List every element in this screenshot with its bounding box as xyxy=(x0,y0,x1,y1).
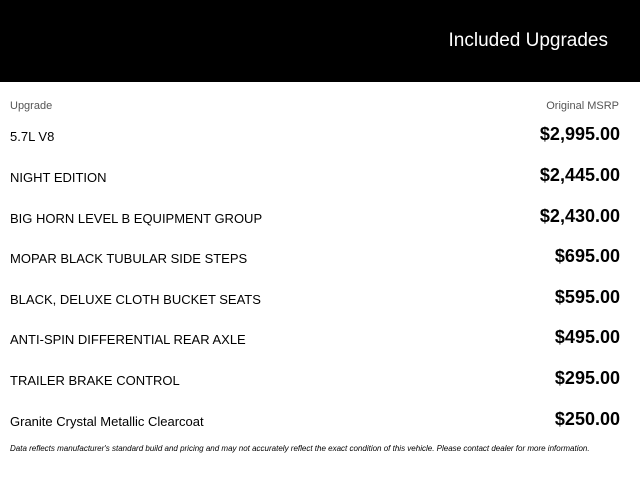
upgrade-price: $295.00 xyxy=(554,368,620,388)
upgrade-price: $2,445.00 xyxy=(539,165,620,185)
upgrade-price: $2,430.00 xyxy=(539,206,620,226)
disclaimer-text: Data reflects manufacturer's standard build and pricing and may not accurately reflect the exact condition of this vehicle. Please contact dealer for more information. xyxy=(10,444,590,453)
table-row xyxy=(0,284,640,314)
upgrade-price: $2,995.00 xyxy=(539,124,620,144)
upgrade-price: $595.00 xyxy=(554,287,620,307)
table-row xyxy=(0,203,640,233)
upgrade-name: BIG HORN LEVEL B EQUIPMENT GROUP xyxy=(10,211,263,226)
table-row xyxy=(0,162,640,192)
table-row xyxy=(0,406,640,436)
header-bar xyxy=(0,0,640,82)
upgrade-name: Granite Crystal Metallic Clearcoat xyxy=(10,414,204,429)
upgrade-name: TRAILER BRAKE CONTROL xyxy=(10,373,180,388)
table-row xyxy=(0,324,640,354)
column-header-upgrade: Upgrade xyxy=(10,100,53,112)
table-row xyxy=(0,121,640,151)
page-title: Included Upgrades xyxy=(448,30,608,51)
upgrade-price: $250.00 xyxy=(554,409,620,429)
upgrade-name: NIGHT EDITION xyxy=(10,170,107,185)
column-header-msrp: Original MSRP xyxy=(546,100,619,112)
table-row xyxy=(0,365,640,395)
table-row xyxy=(0,243,640,273)
upgrade-price: $495.00 xyxy=(554,327,620,347)
upgrade-name: 5.7L V8 xyxy=(10,129,55,144)
upgrade-name: MOPAR BLACK TUBULAR SIDE STEPS xyxy=(10,251,248,266)
upgrade-price: $695.00 xyxy=(554,246,620,266)
upgrade-name: ANTI-SPIN DIFFERENTIAL REAR AXLE xyxy=(10,332,246,347)
upgrade-name: BLACK, DELUXE CLOTH BUCKET SEATS xyxy=(10,292,261,307)
